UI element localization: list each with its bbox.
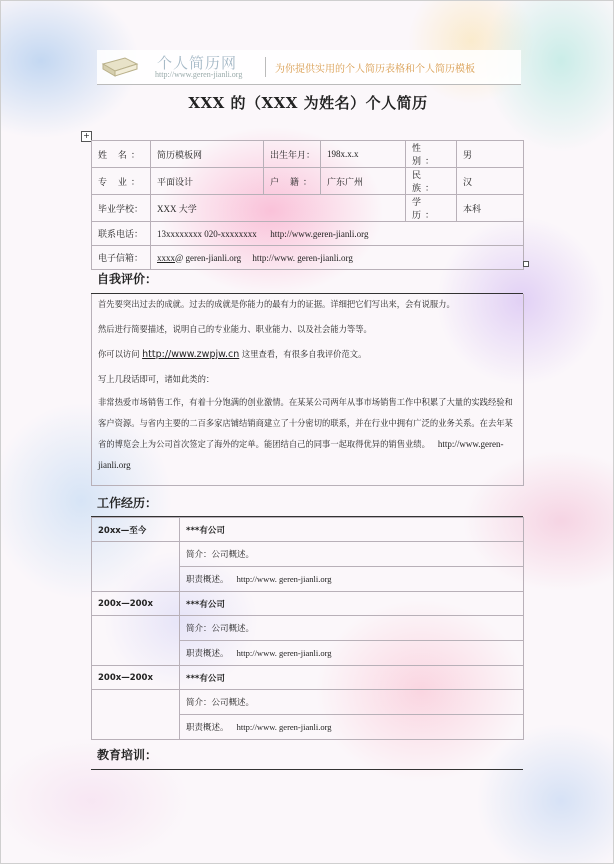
personal-info-table bbox=[91, 140, 524, 270]
table-row bbox=[92, 168, 524, 195]
email-domain: @ geren-jianli.org bbox=[175, 252, 242, 263]
resume-title: XXX 的（XXX 为姓名）个人简历 bbox=[188, 94, 428, 112]
table-move-handle-icon[interactable]: + bbox=[81, 131, 92, 142]
table-row bbox=[92, 690, 524, 715]
work-duty: 职责概述。 bbox=[186, 723, 229, 733]
hukou-label: 户 籍： bbox=[264, 168, 321, 195]
work-duty-cell bbox=[180, 641, 524, 666]
work-intro: 简介：公司概述。 bbox=[180, 542, 524, 567]
work-period: 200x—200x bbox=[92, 592, 180, 616]
name-label: 姓 名： bbox=[92, 141, 151, 168]
table-row bbox=[92, 222, 524, 246]
work-heading: 工作经历： bbox=[97, 496, 158, 510]
work-duty: 职责概述。 bbox=[186, 649, 229, 659]
ethnic-value: 汉 bbox=[457, 168, 524, 195]
table-row bbox=[92, 542, 524, 567]
zwpjw-link[interactable]: http://www.zwpjw.cn bbox=[142, 349, 240, 360]
self-eval-paragraph-4: 写上几段话即可，诸如此类的： bbox=[98, 374, 215, 384]
work-url[interactable]: http://www. geren-jianli.org bbox=[236, 648, 332, 658]
work-period-blank bbox=[92, 616, 180, 666]
site-slogan: 为你提供实用的个人简历表格和个人简历模板 bbox=[275, 64, 475, 75]
work-period: 200x—200x bbox=[92, 666, 180, 690]
work-history-table bbox=[91, 517, 524, 740]
school-label: 毕业学校： bbox=[92, 195, 151, 222]
work-period-blank bbox=[92, 542, 180, 592]
work-intro: 简介：公司概述。 bbox=[180, 616, 524, 641]
self-eval-paragraph-3 bbox=[98, 348, 517, 361]
work-company: ***有公司 bbox=[180, 666, 524, 690]
email-url[interactable]: http://www. geren-jianli.org bbox=[252, 252, 353, 263]
table-row bbox=[92, 666, 524, 690]
self-eval-box bbox=[91, 294, 524, 486]
work-period: 20xx—至今 bbox=[92, 518, 180, 542]
major-label: 专 业： bbox=[92, 168, 151, 195]
education-rule bbox=[91, 769, 523, 770]
phone-url[interactable]: http://www.geren-jianli.org bbox=[270, 228, 369, 239]
table-row bbox=[92, 616, 524, 641]
phone-label: 联系电话： bbox=[92, 222, 151, 246]
email-label: 电子信箱： bbox=[92, 246, 151, 270]
hukou-value: 广东广州 bbox=[321, 168, 406, 195]
ethnic-label: 民 族： bbox=[406, 168, 457, 195]
email-user[interactable]: xxxx bbox=[157, 252, 175, 263]
self-eval-p5-text: 非常热爱市场销售工作，有着十分饱满的创业激情。在某某公司两年从事市场销售工作中积累了大量的实践经验和客户资源。与省内主要的二百多家店铺结销商建立了十分密切的联系，并在行业中拥有广泛的业务关系。在去年某省的博览会上为公司首次签定了海外的定单。能团结自己的同事一起取得优异的销售业绩。 bbox=[98, 397, 513, 449]
book-logo-icon bbox=[101, 56, 139, 78]
school-value: XXX 大学 bbox=[151, 195, 406, 222]
self-eval-heading: 自我评价： bbox=[97, 272, 158, 286]
work-duty: 职责概述。 bbox=[186, 575, 229, 585]
self-eval-paragraph-1: 首先要突出过去的成就。过去的成就是你能力的最有力的证据。详细把它们写出来，会有说服力。 bbox=[98, 299, 455, 309]
edu-label: 学 历： bbox=[406, 195, 457, 222]
work-duty-cell bbox=[180, 715, 524, 740]
self-eval-paragraph-2: 然后进行简要描述，说明自己的专业能力、职业能力、以及社会能力等等。 bbox=[98, 324, 372, 334]
phone-cell bbox=[151, 222, 524, 246]
work-url[interactable]: http://www. geren-jianli.org bbox=[236, 574, 332, 584]
header-divider bbox=[265, 57, 266, 77]
edu-value: 本科 bbox=[457, 195, 524, 222]
site-logo-name: 个人简历网 bbox=[157, 54, 238, 72]
name-value: 简历模板网 bbox=[151, 141, 264, 168]
birth-value: 198x.x.x bbox=[321, 141, 406, 168]
major-value: 平面设计 bbox=[151, 168, 264, 195]
self-eval-p5-url[interactable]: http://www.geren-jianli.org bbox=[98, 439, 504, 470]
self-eval-p3-pre: 你可以访问 bbox=[98, 349, 143, 359]
education-heading: 教育培训： bbox=[97, 748, 158, 762]
gender-value: 男 bbox=[457, 141, 524, 168]
birth-label: 出生年月： bbox=[264, 141, 321, 168]
table-row bbox=[92, 195, 524, 222]
table-row bbox=[92, 141, 524, 168]
work-intro: 简介：公司概述。 bbox=[180, 690, 524, 715]
gender-label: 性 别： bbox=[406, 141, 457, 168]
work-url[interactable]: http://www. geren-jianli.org bbox=[236, 722, 332, 732]
site-logo-url[interactable]: http://www.geren-jianli.org bbox=[155, 70, 243, 79]
work-company: ***有公司 bbox=[180, 518, 524, 542]
work-period-blank bbox=[92, 690, 180, 740]
work-duty-cell bbox=[180, 567, 524, 592]
email-cell bbox=[151, 246, 524, 270]
site-header bbox=[97, 50, 521, 85]
table-row bbox=[92, 592, 524, 616]
table-row bbox=[92, 518, 524, 542]
table-row bbox=[92, 246, 524, 270]
phone-value: 13xxxxxxxx 020-xxxxxxxx bbox=[157, 228, 257, 239]
table-resize-handle-icon[interactable] bbox=[523, 261, 529, 267]
work-company: ***有公司 bbox=[180, 592, 524, 616]
self-eval-paragraph-5 bbox=[98, 392, 517, 476]
self-eval-p3-post: 这里查看，有很多自我评价范文。 bbox=[239, 349, 367, 359]
